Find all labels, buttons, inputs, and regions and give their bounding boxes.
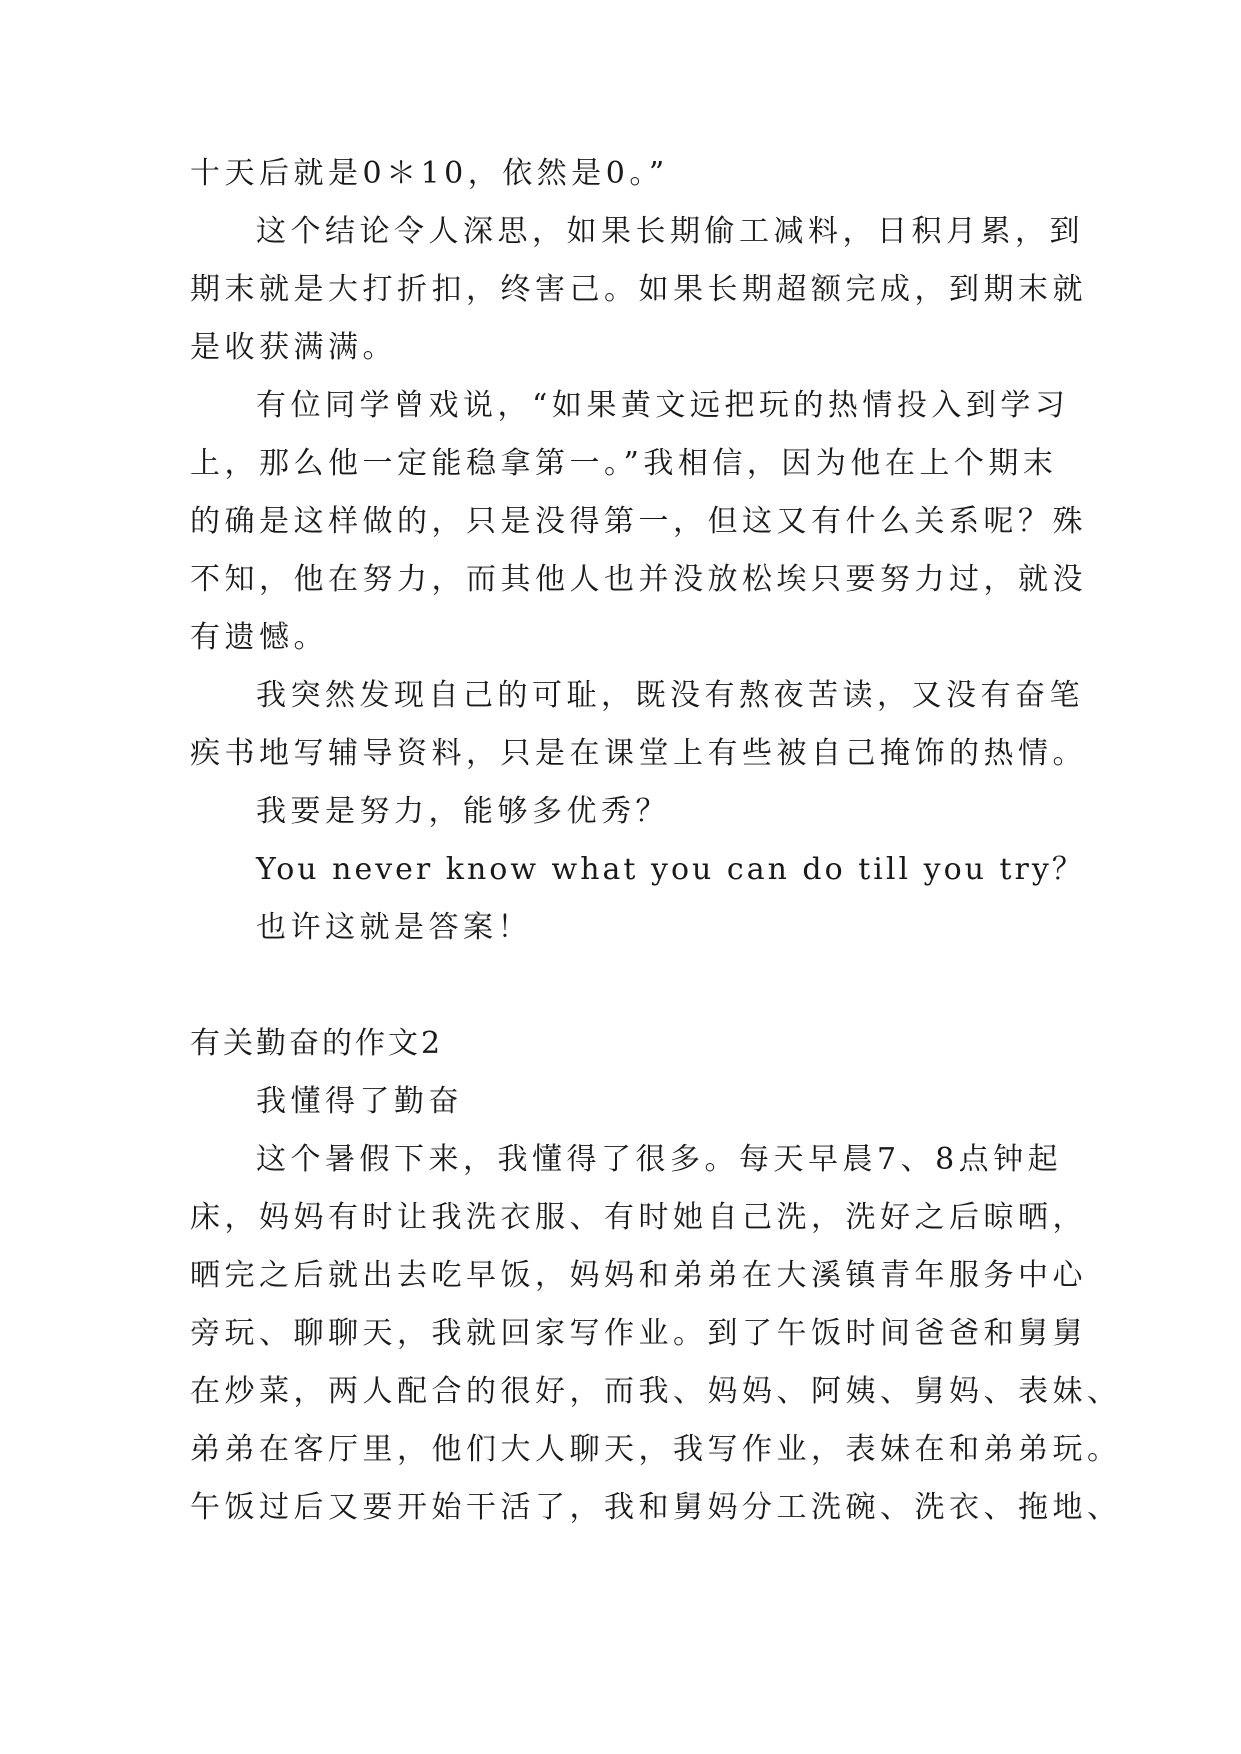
paragraph-line: 上，那么他一定能稳拿第一。”我相信，因为他在上个期末 — [190, 446, 1058, 481]
paragraph-line: 的确是这样做的，只是没得第一，但这又有什么关系呢？殊 — [190, 504, 1087, 539]
paragraph-line: 有遗憾。 — [190, 620, 328, 655]
paragraph-line: 疾书地写辅导资料，只是在课堂上有些被自己掩饰的热情。 — [190, 736, 1087, 771]
paragraph-line: 是收获满满。 — [190, 330, 397, 365]
paragraph-line: 旁玩、聊聊天，我就回家写作业。到了午饭时间爸爸和舅舅 — [190, 1316, 1087, 1351]
paragraph-line: 不知，他在努力，而其他人也并没放松埃只要努力过，就没 — [190, 562, 1087, 597]
paragraph-line: 在炒菜，两人配合的很好，而我、妈妈、阿姨、舅妈、表妹、 — [190, 1374, 1122, 1409]
paragraph-line: 我要是努力，能够多优秀？ — [256, 794, 670, 829]
paragraph-line: 也许这就是答案！ — [256, 910, 532, 945]
paragraph-line: 晒完之后就出去吃早饭，妈妈和弟弟在大溪镇青年服务中心 — [190, 1258, 1087, 1293]
essay-title: 我懂得了勤奋 — [256, 1084, 463, 1119]
section-title: 有关勤奋的作文2 — [190, 1026, 444, 1061]
paragraph-line: 十天后就是0＊10，依然是0。” — [190, 156, 669, 191]
paragraph-line: 床，妈妈有时让我洗衣服、有时她自己洗，洗好之后晾晒， — [190, 1200, 1087, 1235]
paragraph-line: 有位同学曾戏说，“如果黄文远把玩的热情投入到学习 — [256, 388, 1070, 423]
paragraph-line: 弟弟在客厅里，他们大人聊天，我写作业，表妹在和弟弟玩。 — [190, 1432, 1122, 1467]
paragraph-line: 我突然发现自己的可耻，既没有熬夜苦读，又没有奋笔 — [256, 678, 1084, 713]
paragraph-line: 午饭过后又要开始干活了，我和舅妈分工洗碗、洗衣、拖地、 — [190, 1490, 1122, 1525]
paragraph-line: You never know what you can do till you try？ — [256, 852, 1085, 887]
paragraph-line: 期末就是大打折扣，终害己。如果长期超额完成，到期末就 — [190, 272, 1087, 307]
paragraph-line: 这个结论令人深思，如果长期偷工减料，日积月累，到 — [256, 214, 1084, 249]
paragraph-line: 这个暑假下来，我懂得了很多。每天早晨7、8点钟起 — [256, 1142, 1063, 1177]
